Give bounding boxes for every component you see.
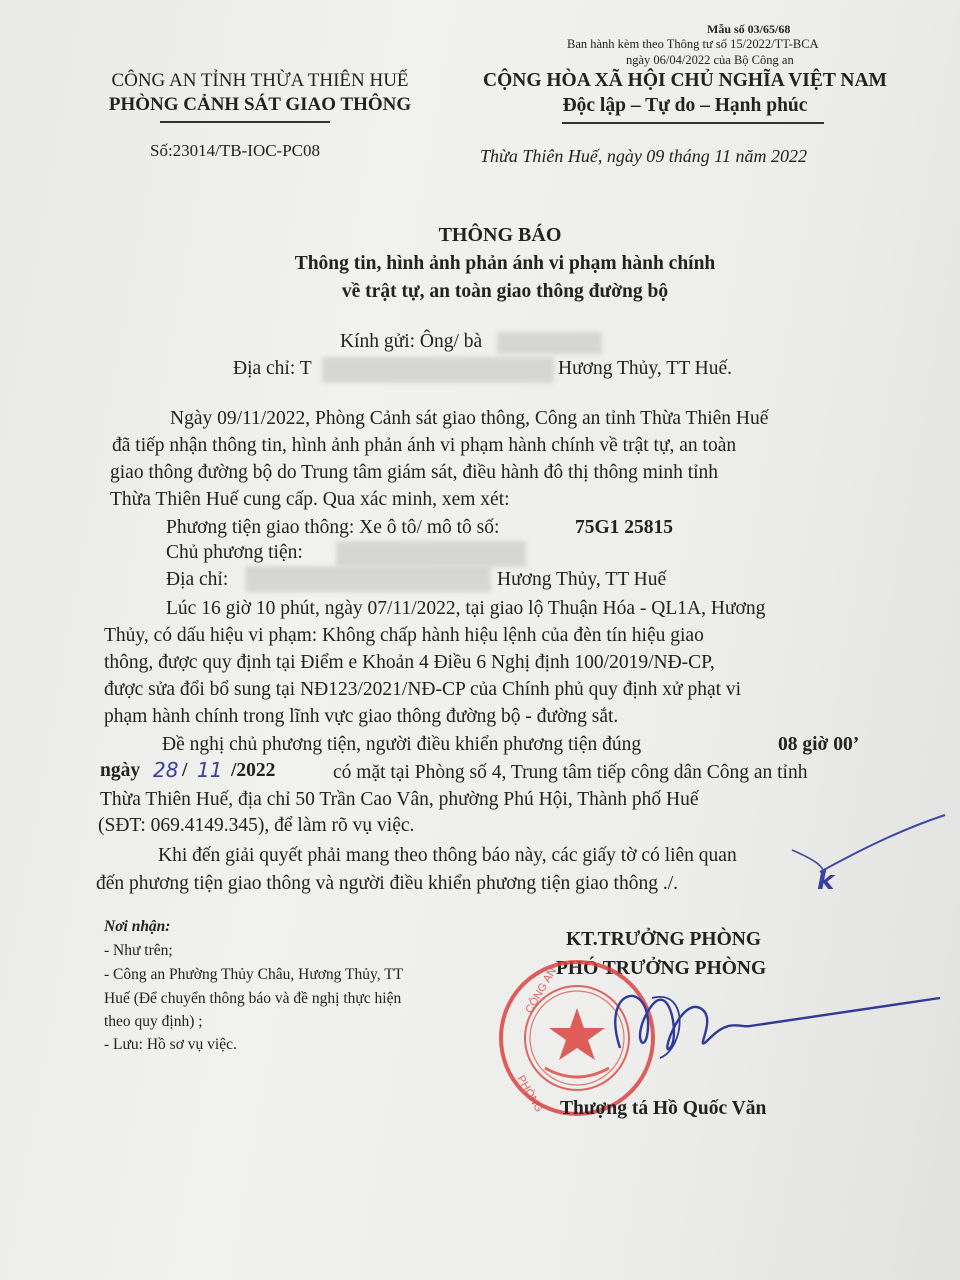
document-date: Thừa Thiên Huế, ngày 09 tháng 11 năm 2022: [480, 146, 807, 166]
redacted-owner-name: [336, 541, 526, 567]
body-p2-line2: Thủy, có dấu hiệu vi phạm: Không chấp hành hiệu lệnh của đèn tín hiệu giao: [104, 625, 704, 646]
receiver-item-1: - Như trên;: [104, 942, 173, 959]
body-p3-line2-tail: có mặt tại Phòng số 4, Trung tâm tiếp công dân Công an tỉnh: [333, 762, 808, 783]
signer-name: Thượng tá Hồ Quốc Văn: [560, 1098, 767, 1119]
notice-subtitle1: Thông tin, hình ảnh phản ánh vi phạm hành chính: [294, 253, 716, 274]
form-issued-line2: ngày 06/04/2022 của Bộ Công an: [626, 53, 794, 67]
form-issued-line1: Ban hành kèm theo Thông tư số 15/2022/TT-BCA: [567, 37, 819, 51]
agency-line1: CÔNG AN TỈNH THỪA THIÊN HUẾ: [111, 70, 409, 91]
nation-line2: Độc lập – Tự do – Hạnh phúc: [562, 95, 808, 116]
svg-text:PHÒNG: PHÒNG: [514, 1073, 545, 1115]
body-p1-line1: Ngày 09/11/2022, Phòng Cảnh sát giao thông, Công an tỉnh Thừa Thiên Huế: [170, 408, 769, 429]
agency-underline: [160, 121, 330, 123]
signer-title2: PHÓ TRƯỞNG PHÒNG: [556, 958, 767, 979]
form-code: Mẫu số 03/65/68: [707, 22, 791, 36]
pen-stroke-icon: [790, 810, 950, 900]
appointment-year: /2022: [231, 760, 276, 781]
redacted-recipient-address: [322, 357, 554, 383]
appointment-day: 28: [153, 758, 179, 782]
document-number: Số:23014/TB-IOC-PC08: [150, 141, 321, 160]
body-p4-line1: Khi đến giải quyết phải mang theo thông báo này, các giấy tờ có liên quan: [158, 845, 737, 866]
recipient-address-label: Địa chỉ: T: [233, 358, 312, 379]
body-p3-line1: Đề nghị chủ phương tiện, người điều khiển phương tiện đúng: [162, 734, 642, 755]
body-p1-line3: giao thông đường bộ do Trung tâm giám sát, điều hành đô thị thông minh tỉnh: [110, 462, 719, 483]
appointment-sep: /: [182, 760, 188, 781]
redacted-owner-address: [245, 566, 491, 592]
notice-title: THÔNG BÁO: [438, 224, 562, 246]
body-p1-line2: đã tiếp nhận thông tin, hình ảnh phản ánh vi phạm hành chính về trật tự, an toàn: [112, 435, 737, 456]
svg-text:CÔNG AN: CÔNG AN: [523, 965, 559, 1016]
appointment-ngay: ngày: [100, 760, 141, 781]
receivers-title: Nơi nhận:: [104, 918, 171, 935]
recipient-address-tail: Hương Thủy, TT Huế.: [558, 358, 732, 379]
body-p2-line5: phạm hành chính trong lĩnh vực giao thông đường bộ - đường sắt.: [104, 706, 619, 727]
recipient-label: Kính gửi: Ông/ bà: [340, 331, 483, 352]
body-p1-line4: Thừa Thiên Huế cung cấp. Qua xác minh, xem xét:: [110, 489, 510, 510]
nation-line1: CỘNG HÒA XÃ HỘI CHỦ NGHĨA VIỆT NAM: [483, 70, 887, 91]
signer-title1: KT.TRƯỞNG PHÒNG: [566, 929, 761, 950]
owner-label: Chủ phương tiện:: [166, 542, 303, 563]
vehicle-plate: 75G1 25815: [575, 517, 674, 538]
nation-underline: [562, 122, 824, 124]
appointment-month: 11: [197, 758, 223, 782]
notice-subtitle2: về trật tự, an toàn giao thông đường bộ: [341, 281, 669, 302]
receiver-item-5: - Lưu: Hồ sơ vụ việc.: [104, 1036, 237, 1053]
receiver-item-3: Huế (Để chuyển thông báo và đề nghị thực hiện: [104, 990, 402, 1007]
redacted-recipient-name: [497, 332, 602, 354]
body-p2-line1: Lúc 16 giờ 10 phút, ngày 07/11/2022, tại giao lộ Thuận Hóa - QL1A, Hương: [166, 598, 766, 619]
body-p2-line3: thông, được quy định tại Điểm e Khoản 4 Điều 6 Nghị định 100/2019/NĐ-CP,: [104, 652, 715, 673]
body-p2-line4: được sửa đổi bổ sung tại NĐ123/2021/NĐ-CP của Chính phủ quy định xử phạt vi: [104, 679, 742, 700]
body-p3-line4: (SĐT: 069.4149.345), để làm rõ vụ việc.: [98, 815, 415, 836]
vehicle-label: Phương tiện giao thông: Xe ô tô/ mô tô số:: [166, 517, 500, 538]
owner-address-label: Địa chỉ:: [166, 569, 229, 590]
agency-line2: PHÒNG CẢNH SÁT GIAO THÔNG: [108, 94, 412, 115]
body-p3-line3: Thừa Thiên Huế, địa chỉ 50 Trần Cao Vân, phường Phú Hội, Thành phố Huế: [100, 789, 699, 810]
signature-icon: [590, 968, 950, 1088]
receiver-item-4: theo quy định) ;: [104, 1013, 203, 1030]
body-p4-line2: đến phương tiện giao thông và người điều khiển phương tiện giao thông ./.: [96, 873, 679, 894]
owner-address-tail: Hương Thủy, TT Huế: [497, 569, 667, 590]
appointment-time: 08 giờ 00’: [778, 734, 860, 755]
receiver-item-2: - Công an Phường Thủy Châu, Hương Thủy, TT: [104, 966, 404, 983]
initial-mark: k: [817, 866, 835, 896]
